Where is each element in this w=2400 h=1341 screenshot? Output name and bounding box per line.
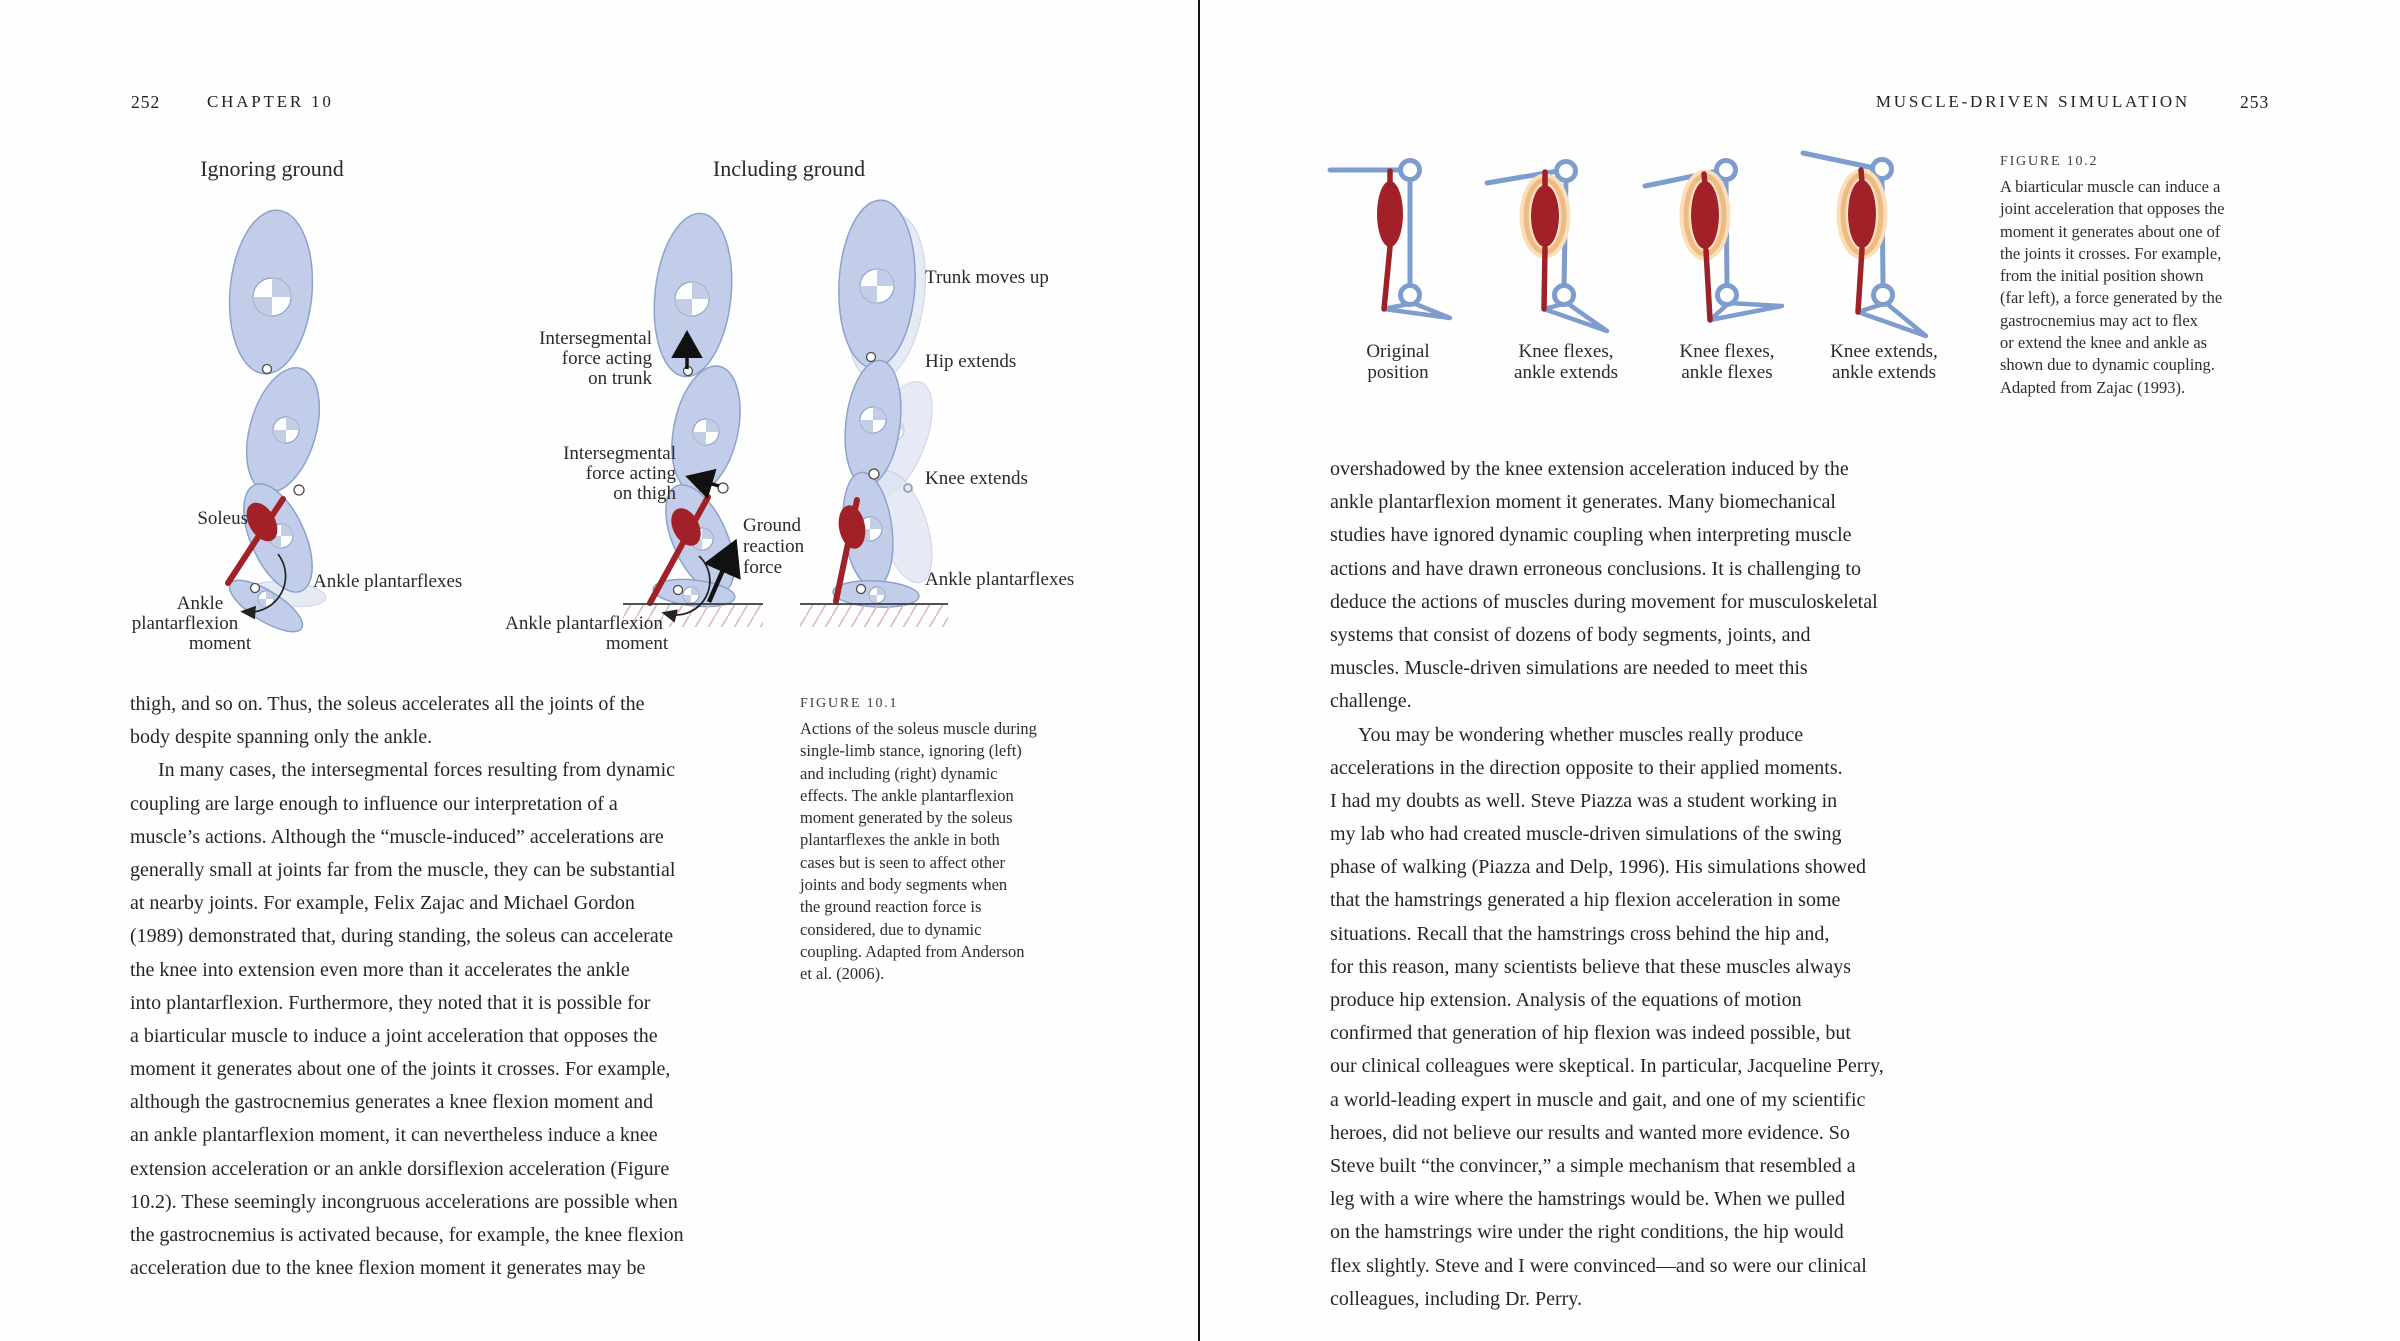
body-text-line: deduce the actions of muscles during movement for musculoskeletal bbox=[1330, 590, 1878, 613]
center-of-mass-icon bbox=[683, 587, 699, 603]
body-text-line: a biarticular muscle to induce a joint acceleration that opposes the bbox=[130, 1024, 658, 1047]
foot-link bbox=[1544, 303, 1607, 331]
muscle-wire bbox=[1706, 250, 1710, 320]
body-text-line: thigh, and so on. Thus, the soleus accelerates all the joints of the bbox=[130, 693, 645, 715]
isf-trunk-label-line1: Intersegmental bbox=[539, 328, 652, 349]
mid-ankle-moment-label-line1: Ankle plantarflexion bbox=[505, 613, 663, 634]
left-running-head: CHAPTER 10 bbox=[207, 92, 334, 111]
body-text-line: that the hamstrings generated a hip flexion acceleration in some bbox=[1330, 889, 1841, 912]
caption-line: shown due to dynamic coupling. bbox=[2000, 355, 2215, 375]
body-text-line: moment it generates about one of the joints it crosses. For example, bbox=[130, 1058, 671, 1081]
grf-label-line1: Ground bbox=[743, 515, 802, 536]
isf-thigh-label-line2: force acting bbox=[585, 463, 676, 484]
ground-hatching bbox=[800, 605, 948, 627]
body-text-line: leg with a wire where the hamstrings would be. When we pulled bbox=[1330, 1188, 1846, 1211]
isf-trunk-label-line2: force acting bbox=[561, 348, 652, 369]
caption-line: from the initial position shown bbox=[2000, 266, 2204, 286]
center-of-mass-icon bbox=[693, 419, 719, 445]
figure-10-1-artwork bbox=[100, 140, 1100, 670]
caption-line: Adapted from Zajac (1993). bbox=[2000, 377, 2186, 397]
grf-label-line3: force bbox=[743, 557, 783, 578]
center-of-mass-icon bbox=[273, 417, 299, 443]
ankle-plantarflexes-label: Ankle plantarflexes bbox=[313, 571, 463, 592]
ankle-joint-marker bbox=[857, 585, 866, 594]
hip-joint-marker bbox=[263, 365, 272, 374]
foot-link bbox=[1858, 303, 1926, 336]
body-text-line: situations. Recall that the hamstrings cross behind the hip and, bbox=[1330, 922, 1830, 945]
diagram-including-ground-forces bbox=[505, 209, 805, 654]
isf-thigh-label-line3: on thigh bbox=[613, 483, 676, 504]
panel-title-including-ground: Including ground bbox=[712, 156, 866, 181]
body-text-line: our clinical colleagues were skeptical. In particular, Jacqueline Perry, bbox=[1330, 1055, 1884, 1078]
ankle-plantarflexes-label: Ankle plantarflexes bbox=[925, 569, 1075, 590]
caption-line: gastrocnemius may act to flex bbox=[2000, 310, 2198, 330]
diagram-including-ground-motion bbox=[800, 198, 1074, 627]
body-text-line: for this reason, many scientists believe that these muscles always bbox=[1330, 955, 1851, 978]
knee-joint-marker bbox=[294, 485, 304, 495]
body-text-line: (1989) demonstrated that, during standing, the soleus can accelerate bbox=[130, 925, 674, 948]
body-text-line: challenge. bbox=[1330, 690, 1412, 713]
body-text-line: the knee into extension even more than it accelerates the ankle bbox=[130, 958, 630, 981]
body-text-line: at nearby joints. For example, Felix Zajac and Michael Gordon bbox=[130, 892, 635, 915]
thigh-link bbox=[1803, 153, 1874, 168]
left-body-text bbox=[130, 688, 770, 1285]
body-text-line: In many cases, the intersegmental forces resulting from dynamic bbox=[158, 759, 676, 782]
body-text-line: the gastrocnemius is activated because, for example, the knee flexion bbox=[130, 1224, 684, 1246]
knee-joint-circle bbox=[1557, 162, 1576, 181]
caption-line: moment it generates about one of bbox=[2000, 221, 2221, 241]
body-text-line: colleagues, including Dr. Perry. bbox=[1330, 1287, 1582, 1310]
knee-joint-marker bbox=[718, 483, 728, 493]
center-of-mass-icon bbox=[860, 407, 886, 433]
figure-10-2-caption-text bbox=[2000, 176, 2285, 399]
figure-10-2-artwork bbox=[1290, 140, 1970, 390]
caption-line: joints and body segments when bbox=[800, 875, 1008, 895]
ankle-moment-label-line3: moment bbox=[188, 633, 252, 654]
body-text-line: I had my doubts as well. Steve Piazza was a student working in bbox=[1330, 789, 1838, 812]
body-text-line: confirmed that generation of hip flexion was indeed possible, but bbox=[1330, 1022, 1851, 1045]
caption-line: plantarflexes the ankle in both bbox=[800, 830, 1000, 850]
body-text-line: on the hamstrings wire under the right conditions, the hip would bbox=[1330, 1221, 1844, 1244]
mechanism-label-4-line1: Knee extends, bbox=[1830, 341, 1938, 362]
caption-line: the ground reaction force is bbox=[800, 897, 982, 917]
panel-title-ignoring-ground: Ignoring ground bbox=[200, 156, 344, 181]
gastrocnemius-muscle bbox=[1848, 180, 1876, 248]
body-text-line: extension acceleration or an ankle dorsiflexion acceleration (Figure bbox=[130, 1157, 670, 1180]
caption-line: coupling. Adapted from Anderson bbox=[800, 941, 1025, 961]
grf-label-line2: reaction bbox=[743, 536, 805, 557]
body-text-line: Steve built “the convincer,” a simple mechanism that resembled a bbox=[1330, 1154, 1856, 1177]
body-text-line: ankle plantarflexion moment it generates. Many biomechanical bbox=[1330, 491, 1836, 514]
body-text-line: studies have ignored dynamic coupling when interpreting muscle bbox=[1330, 524, 1852, 547]
knee-joint-circle bbox=[1717, 161, 1736, 180]
ankle-moment-label-line1: Ankle bbox=[176, 593, 224, 614]
soleus-label: Soleus bbox=[197, 508, 248, 529]
mechanism-label-1-line1: Original bbox=[1366, 341, 1430, 362]
body-text-line: overshadowed by the knee extension acceleration induced by the bbox=[1330, 458, 1849, 480]
trunk-moves-up-label: Trunk moves up bbox=[925, 267, 1049, 288]
body-text-line: systems that consist of dozens of body segments, joints, and bbox=[1330, 623, 1811, 646]
figure-10-2-caption-label: FIGURE 10.2 bbox=[2000, 154, 2099, 169]
mechanism-label-2-line2: ankle extends bbox=[1514, 362, 1618, 383]
center-of-mass-icon bbox=[253, 278, 291, 316]
ankle-moment-label-line2: plantarflexion bbox=[131, 613, 239, 634]
ankle-joint-circle bbox=[1874, 286, 1893, 305]
ankle-joint-circle bbox=[1718, 286, 1737, 305]
caption-line: cases but is seen to affect other bbox=[800, 852, 1005, 872]
body-text-line: muscle’s actions. Although the “muscle-induced” accelerations are bbox=[130, 825, 664, 848]
gastrocnemius-muscle bbox=[1531, 185, 1559, 247]
body-text-line: into plantarflexion. Furthermore, they noted that it is possible for bbox=[130, 991, 651, 1014]
body-text-line: accelerations in the direction opposite to their applied moments. bbox=[1330, 756, 1843, 779]
ankle-joint-marker bbox=[251, 584, 260, 593]
body-text-line: actions and have drawn erroneous conclusions. It is challenging to bbox=[1330, 557, 1861, 580]
body-text-line: muscles. Muscle-driven simulations are needed to meet this bbox=[1330, 657, 1808, 680]
hip-joint-marker bbox=[867, 353, 876, 362]
knee-joint-marker bbox=[869, 469, 879, 479]
mid-ankle-moment-label-line2: moment bbox=[605, 633, 669, 654]
isf-trunk-label-line3: on trunk bbox=[588, 368, 652, 389]
caption-line: single-limb stance, ignoring (left) bbox=[800, 741, 1022, 761]
body-text-line: phase of walking (Piazza and Delp, 1996). His simulations showed bbox=[1330, 856, 1867, 879]
caption-line: joint acceleration that opposes the bbox=[2000, 199, 2225, 219]
knee-extends-label: Knee extends bbox=[925, 468, 1028, 489]
page-gutter-divider bbox=[1198, 0, 1200, 1341]
gastrocnemius-muscle bbox=[1377, 181, 1403, 247]
center-of-mass-icon bbox=[675, 282, 709, 316]
body-text-line: produce hip extension. Analysis of the equations of motion bbox=[1330, 989, 1802, 1011]
ankle-joint-marker bbox=[674, 586, 683, 595]
knee-joint-circle bbox=[1401, 161, 1420, 180]
gastrocnemius-muscle bbox=[1691, 181, 1719, 249]
caption-line: et al. (2006). bbox=[800, 964, 885, 984]
caption-line: considered, due to dynamic bbox=[800, 919, 982, 939]
body-text-line: body despite spanning only the ankle. bbox=[130, 726, 433, 749]
caption-line: the joints it crosses. For example, bbox=[2000, 243, 2222, 263]
body-text-line: although the gastrocnemius generates a knee flexion moment and bbox=[130, 1091, 654, 1114]
diagram-ignoring-ground bbox=[132, 207, 463, 654]
caption-line: or extend the knee and ankle as bbox=[2000, 333, 2208, 353]
muscle-wire bbox=[1384, 247, 1390, 309]
figure-10-1-caption-label: FIGURE 10.1 bbox=[800, 696, 899, 711]
caption-line: and including (right) dynamic bbox=[800, 763, 998, 783]
caption-line: Actions of the soleus muscle during bbox=[800, 719, 1037, 738]
isf-thigh-label-line1: Intersegmental bbox=[563, 443, 676, 464]
muscle-wire bbox=[1544, 248, 1545, 309]
body-text-line: flex slightly. Steve and I were convinced—and so were our clinical bbox=[1330, 1254, 1867, 1277]
right-running-head: MUSCLE-DRIVEN SIMULATION bbox=[1875, 92, 2190, 111]
body-text-line: my lab who had created muscle-driven simulations of the swing bbox=[1330, 823, 1842, 846]
body-text-line: heroes, did not believe our results and wanted more evidence. So bbox=[1330, 1121, 1850, 1144]
ankle-joint-circle bbox=[1401, 286, 1420, 305]
mechanism-original-position bbox=[1330, 161, 1450, 319]
mechanism-label-3-line2: ankle flexes bbox=[1681, 362, 1773, 383]
caption-line: A biarticular muscle can induce a bbox=[2000, 177, 2221, 196]
ankle-joint-circle bbox=[1555, 286, 1574, 305]
body-text-line: an ankle plantarflexion moment, it can nevertheless induce a knee bbox=[130, 1124, 658, 1147]
mechanism-label-1-line2: position bbox=[1367, 362, 1429, 383]
body-text-line: a world-leading expert in muscle and gait, and one of my scientific bbox=[1330, 1088, 1866, 1111]
caption-line: effects. The ankle plantarflexion bbox=[800, 785, 1014, 805]
figure-10-2-caption bbox=[2000, 154, 2285, 399]
figure-10-1-caption bbox=[800, 696, 1085, 986]
foot-link bbox=[1710, 303, 1782, 320]
body-text-line: You may be wondering whether muscles really produce bbox=[1358, 723, 1804, 746]
caption-line: moment generated by the soleus bbox=[800, 808, 1013, 828]
left-page-number: 252 bbox=[131, 92, 161, 112]
mechanism-label-3-line1: Knee flexes, bbox=[1679, 341, 1775, 362]
center-of-mass-icon bbox=[860, 269, 894, 303]
body-text-line: 10.2). These seemingly incongruous accelerations are possible when bbox=[130, 1190, 678, 1213]
mechanism-label-2-line1: Knee flexes, bbox=[1518, 341, 1614, 362]
foot-link bbox=[1384, 303, 1450, 318]
mechanism-label-4-line2: ankle extends bbox=[1832, 362, 1936, 383]
hip-extends-label: Hip extends bbox=[925, 351, 1017, 372]
body-text-line: coupling are large enough to influence our interpretation of a bbox=[130, 792, 618, 815]
mechanism-knee-flexes-ankle-flexes bbox=[1645, 161, 1782, 321]
caption-line: (far left), a force generated by the bbox=[2000, 288, 2223, 308]
mechanism-knee-extends-ankle-extends bbox=[1803, 153, 1926, 336]
mechanism-knee-flexes-ankle-extends bbox=[1487, 162, 1607, 332]
right-page-number: 253 bbox=[2240, 92, 2270, 112]
right-body-text bbox=[1330, 453, 1970, 1316]
body-text-line: acceleration due to the knee flexion moment it generates may be bbox=[130, 1257, 646, 1280]
figure-10-1-caption-text bbox=[800, 718, 1085, 986]
body-text-line: generally small at joints far from the muscle, they can be substantial bbox=[130, 858, 676, 881]
center-of-mass-icon bbox=[869, 587, 885, 603]
